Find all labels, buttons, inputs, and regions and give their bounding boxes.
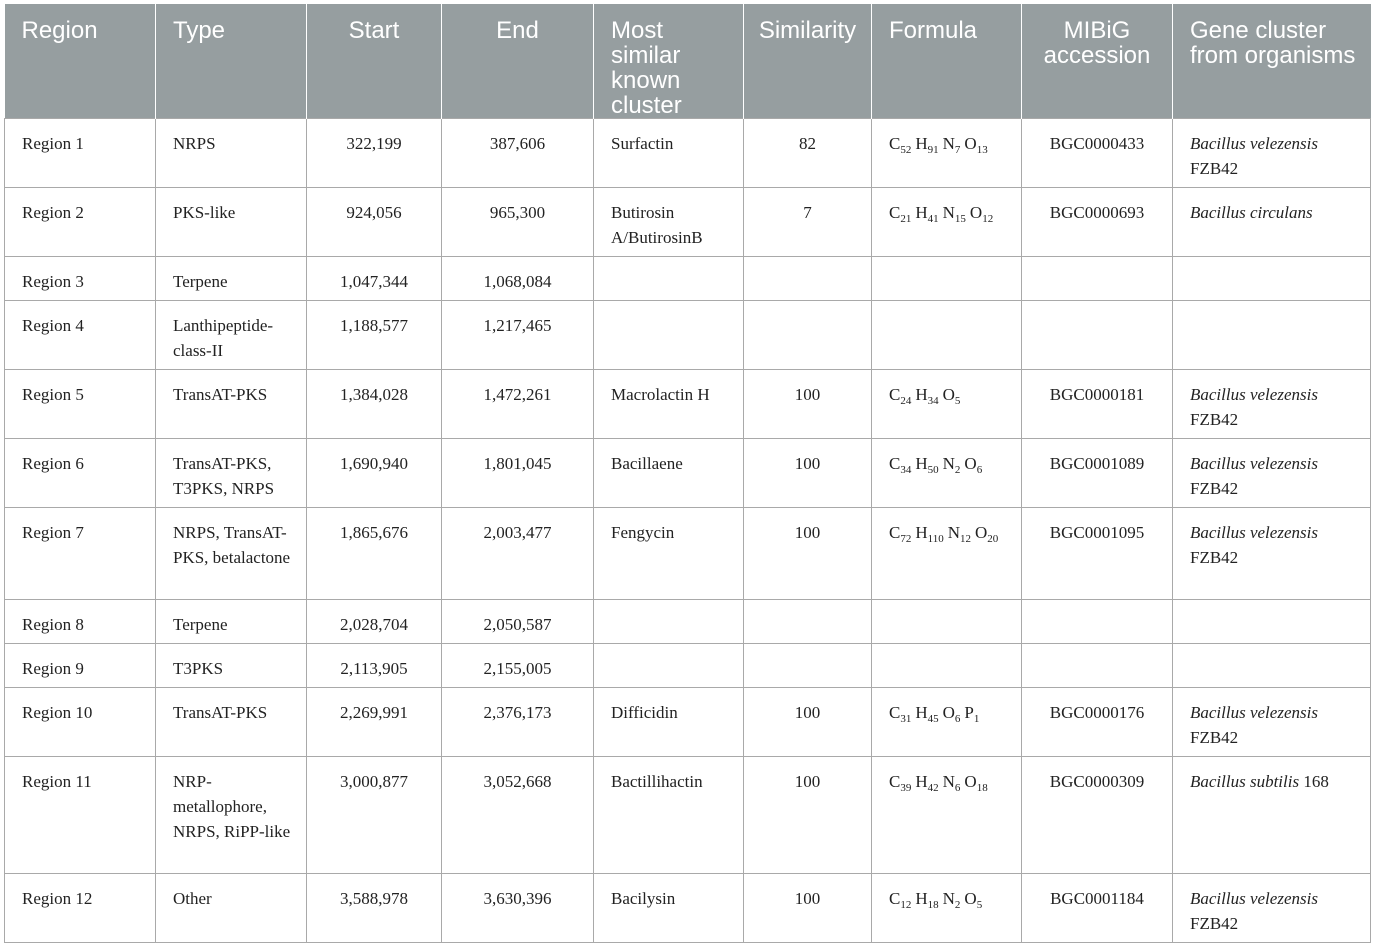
formula-element: H [915, 385, 928, 404]
cluster-cell: Bacillaene [594, 439, 744, 508]
end-cell: 387,606 [442, 119, 594, 188]
header-formula: Formula [872, 4, 1022, 119]
formula-subscript: 50 [927, 464, 939, 476]
mibig-accession-cell [1022, 301, 1173, 370]
formula-subscript: 39 [900, 782, 912, 794]
formula-subscript: 34 [927, 395, 939, 407]
region-cell: Region 1 [5, 119, 156, 188]
gene-cluster-table-container [4, 4, 1370, 943]
type-cell: NRP-metallophore, NRPS, RiPP-like [156, 757, 307, 874]
formula-subscript: 7 [954, 144, 961, 156]
formula-cell [872, 644, 1022, 688]
similarity-cell: 100 [744, 688, 872, 757]
formula-element: H [915, 454, 928, 473]
type-cell: Lanthipeptide-class-II [156, 301, 307, 370]
formula-cell [872, 688, 1022, 757]
formula-subscript: 20 [987, 533, 999, 545]
formula-element: O [969, 203, 983, 222]
region-cell: Region 11 [5, 757, 156, 874]
mibig-accession-cell [1022, 600, 1173, 644]
similarity-cell: 100 [744, 439, 872, 508]
organism-cell [1173, 439, 1371, 508]
formula-element: O [964, 134, 977, 153]
header-similarity: Similarity [744, 4, 872, 119]
formula-subscript: 2 [954, 464, 961, 476]
similarity-cell: 100 [744, 508, 872, 600]
formula-subscript: 1 [973, 713, 980, 725]
type-cell: TransAT-PKS [156, 370, 307, 439]
organism-name: Bacillus velezensis [1190, 523, 1318, 542]
region-cell: Region 9 [5, 644, 156, 688]
formula-element: O [964, 454, 977, 473]
header-start: Start [307, 4, 442, 119]
region-cell: Region 2 [5, 188, 156, 257]
formula-element: N [942, 203, 955, 222]
similarity-cell [744, 644, 872, 688]
type-cell: NRPS [156, 119, 307, 188]
organism-cell [1173, 600, 1371, 644]
organism-strain: FZB42 [1190, 410, 1239, 429]
formula-element: N [942, 454, 955, 473]
header-region: Region [5, 4, 156, 119]
formula-cell [872, 757, 1022, 874]
cluster-cell: Butirosin A/ButirosinB [594, 188, 744, 257]
formula-element: C [889, 772, 901, 791]
formula-element: H [915, 889, 928, 908]
formula-element: O [942, 385, 955, 404]
formula-subscript: 6 [976, 464, 983, 476]
end-cell: 1,801,045 [442, 439, 594, 508]
start-cell: 1,690,940 [307, 439, 442, 508]
organism-strain: FZB42 [1190, 159, 1239, 178]
formula-cell [872, 370, 1022, 439]
organism-name: Bacillus circulans [1190, 203, 1313, 222]
formula-subscript: 72 [900, 533, 912, 545]
formula-cell [872, 439, 1022, 508]
organism-cell [1173, 188, 1371, 257]
region-cell: Region 5 [5, 370, 156, 439]
type-cell: TransAT-PKS, T3PKS, NRPS [156, 439, 307, 508]
table-row [5, 439, 1371, 508]
formula-element: C [889, 134, 901, 153]
cluster-cell [594, 301, 744, 370]
end-cell: 2,003,477 [442, 508, 594, 600]
cluster-cell: Bactillihactin [594, 757, 744, 874]
start-cell: 1,047,344 [307, 257, 442, 301]
formula-cell [872, 600, 1022, 644]
mibig-accession-cell [1022, 644, 1173, 688]
formula-cell [872, 119, 1022, 188]
formula-element: O [942, 703, 955, 722]
formula-subscript: 31 [900, 713, 912, 725]
type-cell: Other [156, 874, 307, 943]
table-row [5, 874, 1371, 943]
start-cell: 2,028,704 [307, 600, 442, 644]
formula-cell [872, 508, 1022, 600]
table-row [5, 508, 1371, 600]
organism-name: Bacillus velezensis [1190, 134, 1318, 153]
table-row [5, 757, 1371, 874]
organism-strain: FZB42 [1190, 914, 1239, 933]
mibig-accession-cell [1022, 257, 1173, 301]
formula-subscript: 6 [954, 713, 961, 725]
table-body [5, 119, 1371, 943]
cluster-cell: Bacilysin [594, 874, 744, 943]
type-cell: Terpene [156, 600, 307, 644]
region-cell: Region 10 [5, 688, 156, 757]
cluster-cell [594, 257, 744, 301]
formula-cell [872, 188, 1022, 257]
formula-element: O [975, 523, 988, 542]
organism-strain: 168 [1303, 772, 1329, 791]
end-cell: 965,300 [442, 188, 594, 257]
organism-name: Bacillus velezensis [1190, 889, 1318, 908]
type-cell: T3PKS [156, 644, 307, 688]
organism-name: Bacillus subtilis [1190, 772, 1300, 791]
region-cell: Region 8 [5, 600, 156, 644]
start-cell: 1,865,676 [307, 508, 442, 600]
cluster-cell: Macrolactin H [594, 370, 744, 439]
formula-element: N [947, 523, 960, 542]
organism-cell [1173, 257, 1371, 301]
start-cell: 3,000,877 [307, 757, 442, 874]
formula-subscript: 2 [954, 899, 961, 911]
organism-cell [1173, 757, 1371, 874]
formula-cell [872, 257, 1022, 301]
type-cell: PKS-like [156, 188, 307, 257]
formula-element: N [942, 772, 955, 791]
start-cell: 924,056 [307, 188, 442, 257]
similarity-cell [744, 600, 872, 644]
header-gene-cluster-organisms: Gene cluster from organisms [1173, 4, 1371, 119]
mibig-accession-cell: BGC0001095 [1022, 508, 1173, 600]
cluster-cell: Surfactin [594, 119, 744, 188]
table-row [5, 600, 1371, 644]
formula-element: C [889, 523, 901, 542]
formula-element: C [889, 385, 901, 404]
mibig-accession-cell: BGC0001184 [1022, 874, 1173, 943]
gene-cluster-table [4, 4, 1371, 943]
similarity-cell: 7 [744, 188, 872, 257]
mibig-accession-cell: BGC0000309 [1022, 757, 1173, 874]
organism-cell [1173, 644, 1371, 688]
formula-cell [872, 874, 1022, 943]
organism-name: Bacillus velezensis [1190, 385, 1318, 404]
formula-element: C [889, 203, 901, 222]
formula-subscript: 13 [976, 144, 988, 156]
formula-element: H [915, 772, 928, 791]
table-row [5, 301, 1371, 370]
formula-element: P [964, 703, 974, 722]
formula-element: H [915, 523, 928, 542]
region-cell: Region 12 [5, 874, 156, 943]
region-cell: Region 3 [5, 257, 156, 301]
formula-element: N [942, 134, 955, 153]
similarity-cell [744, 257, 872, 301]
formula-subscript: 45 [927, 713, 939, 725]
end-cell: 3,052,668 [442, 757, 594, 874]
mibig-accession-cell: BGC0000181 [1022, 370, 1173, 439]
formula-subscript: 52 [900, 144, 912, 156]
formula-element: H [915, 203, 928, 222]
formula-element: C [889, 703, 901, 722]
formula-subscript: 24 [900, 395, 912, 407]
header-mibig-accession: MIBiG accession [1022, 4, 1173, 119]
header-row [5, 4, 1371, 119]
table-row [5, 257, 1371, 301]
formula-subscript: 12 [900, 899, 912, 911]
formula-subscript: 15 [954, 213, 966, 225]
formula-cell [872, 301, 1022, 370]
similarity-cell: 82 [744, 119, 872, 188]
end-cell: 2,050,587 [442, 600, 594, 644]
organism-cell [1173, 301, 1371, 370]
end-cell: 1,068,084 [442, 257, 594, 301]
region-cell: Region 4 [5, 301, 156, 370]
formula-subscript: 42 [927, 782, 939, 794]
table-row [5, 188, 1371, 257]
organism-cell [1173, 119, 1371, 188]
type-cell: TransAT-PKS [156, 688, 307, 757]
formula-subscript: 21 [900, 213, 912, 225]
formula-subscript: 6 [954, 782, 961, 794]
formula-element: C [889, 454, 901, 473]
organism-cell [1173, 508, 1371, 600]
mibig-accession-cell: BGC0000433 [1022, 119, 1173, 188]
formula-element: H [915, 134, 928, 153]
organism-cell [1173, 370, 1371, 439]
start-cell: 2,269,991 [307, 688, 442, 757]
formula-element: O [964, 889, 977, 908]
start-cell: 1,188,577 [307, 301, 442, 370]
organism-cell [1173, 874, 1371, 943]
start-cell: 1,384,028 [307, 370, 442, 439]
cluster-cell [594, 600, 744, 644]
type-cell: Terpene [156, 257, 307, 301]
similarity-cell [744, 301, 872, 370]
similarity-cell: 100 [744, 757, 872, 874]
formula-subscript: 91 [927, 144, 939, 156]
similarity-cell: 100 [744, 874, 872, 943]
start-cell: 322,199 [307, 119, 442, 188]
end-cell: 2,376,173 [442, 688, 594, 757]
formula-subscript: 12 [982, 213, 994, 225]
header-type: Type [156, 4, 307, 119]
table-row [5, 370, 1371, 439]
similarity-cell: 100 [744, 370, 872, 439]
mibig-accession-cell: BGC0000693 [1022, 188, 1173, 257]
table-row [5, 688, 1371, 757]
table-row [5, 644, 1371, 688]
formula-element: H [915, 703, 928, 722]
organism-name: Bacillus velezensis [1190, 454, 1318, 473]
organism-strain: FZB42 [1190, 479, 1239, 498]
cluster-cell [594, 644, 744, 688]
header-most-similar-cluster: Most similar known cluster [594, 4, 744, 119]
end-cell: 2,155,005 [442, 644, 594, 688]
start-cell: 3,588,978 [307, 874, 442, 943]
organism-strain: FZB42 [1190, 728, 1239, 747]
formula-subscript: 34 [900, 464, 912, 476]
end-cell: 1,217,465 [442, 301, 594, 370]
formula-subscript: 18 [927, 899, 939, 911]
organism-cell [1173, 688, 1371, 757]
end-cell: 1,472,261 [442, 370, 594, 439]
organism-name: Bacillus velezensis [1190, 703, 1318, 722]
formula-element: C [889, 889, 901, 908]
organism-strain: FZB42 [1190, 548, 1239, 567]
table-row [5, 119, 1371, 188]
formula-element: N [942, 889, 955, 908]
formula-subscript: 110 [927, 533, 944, 545]
header-end: End [442, 4, 594, 119]
region-cell: Region 7 [5, 508, 156, 600]
mibig-accession-cell: BGC0000176 [1022, 688, 1173, 757]
region-cell: Region 6 [5, 439, 156, 508]
end-cell: 3,630,396 [442, 874, 594, 943]
formula-subscript: 41 [927, 213, 939, 225]
cluster-cell: Fengycin [594, 508, 744, 600]
formula-element: O [964, 772, 977, 791]
cluster-cell: Difficidin [594, 688, 744, 757]
type-cell: NRPS, TransAT-PKS, betalactone [156, 508, 307, 600]
formula-subscript: 12 [960, 533, 971, 545]
formula-subscript: 5 [954, 395, 961, 407]
formula-subscript: 18 [976, 782, 988, 794]
formula-subscript: 5 [976, 899, 983, 911]
start-cell: 2,113,905 [307, 644, 442, 688]
mibig-accession-cell: BGC0001089 [1022, 439, 1173, 508]
